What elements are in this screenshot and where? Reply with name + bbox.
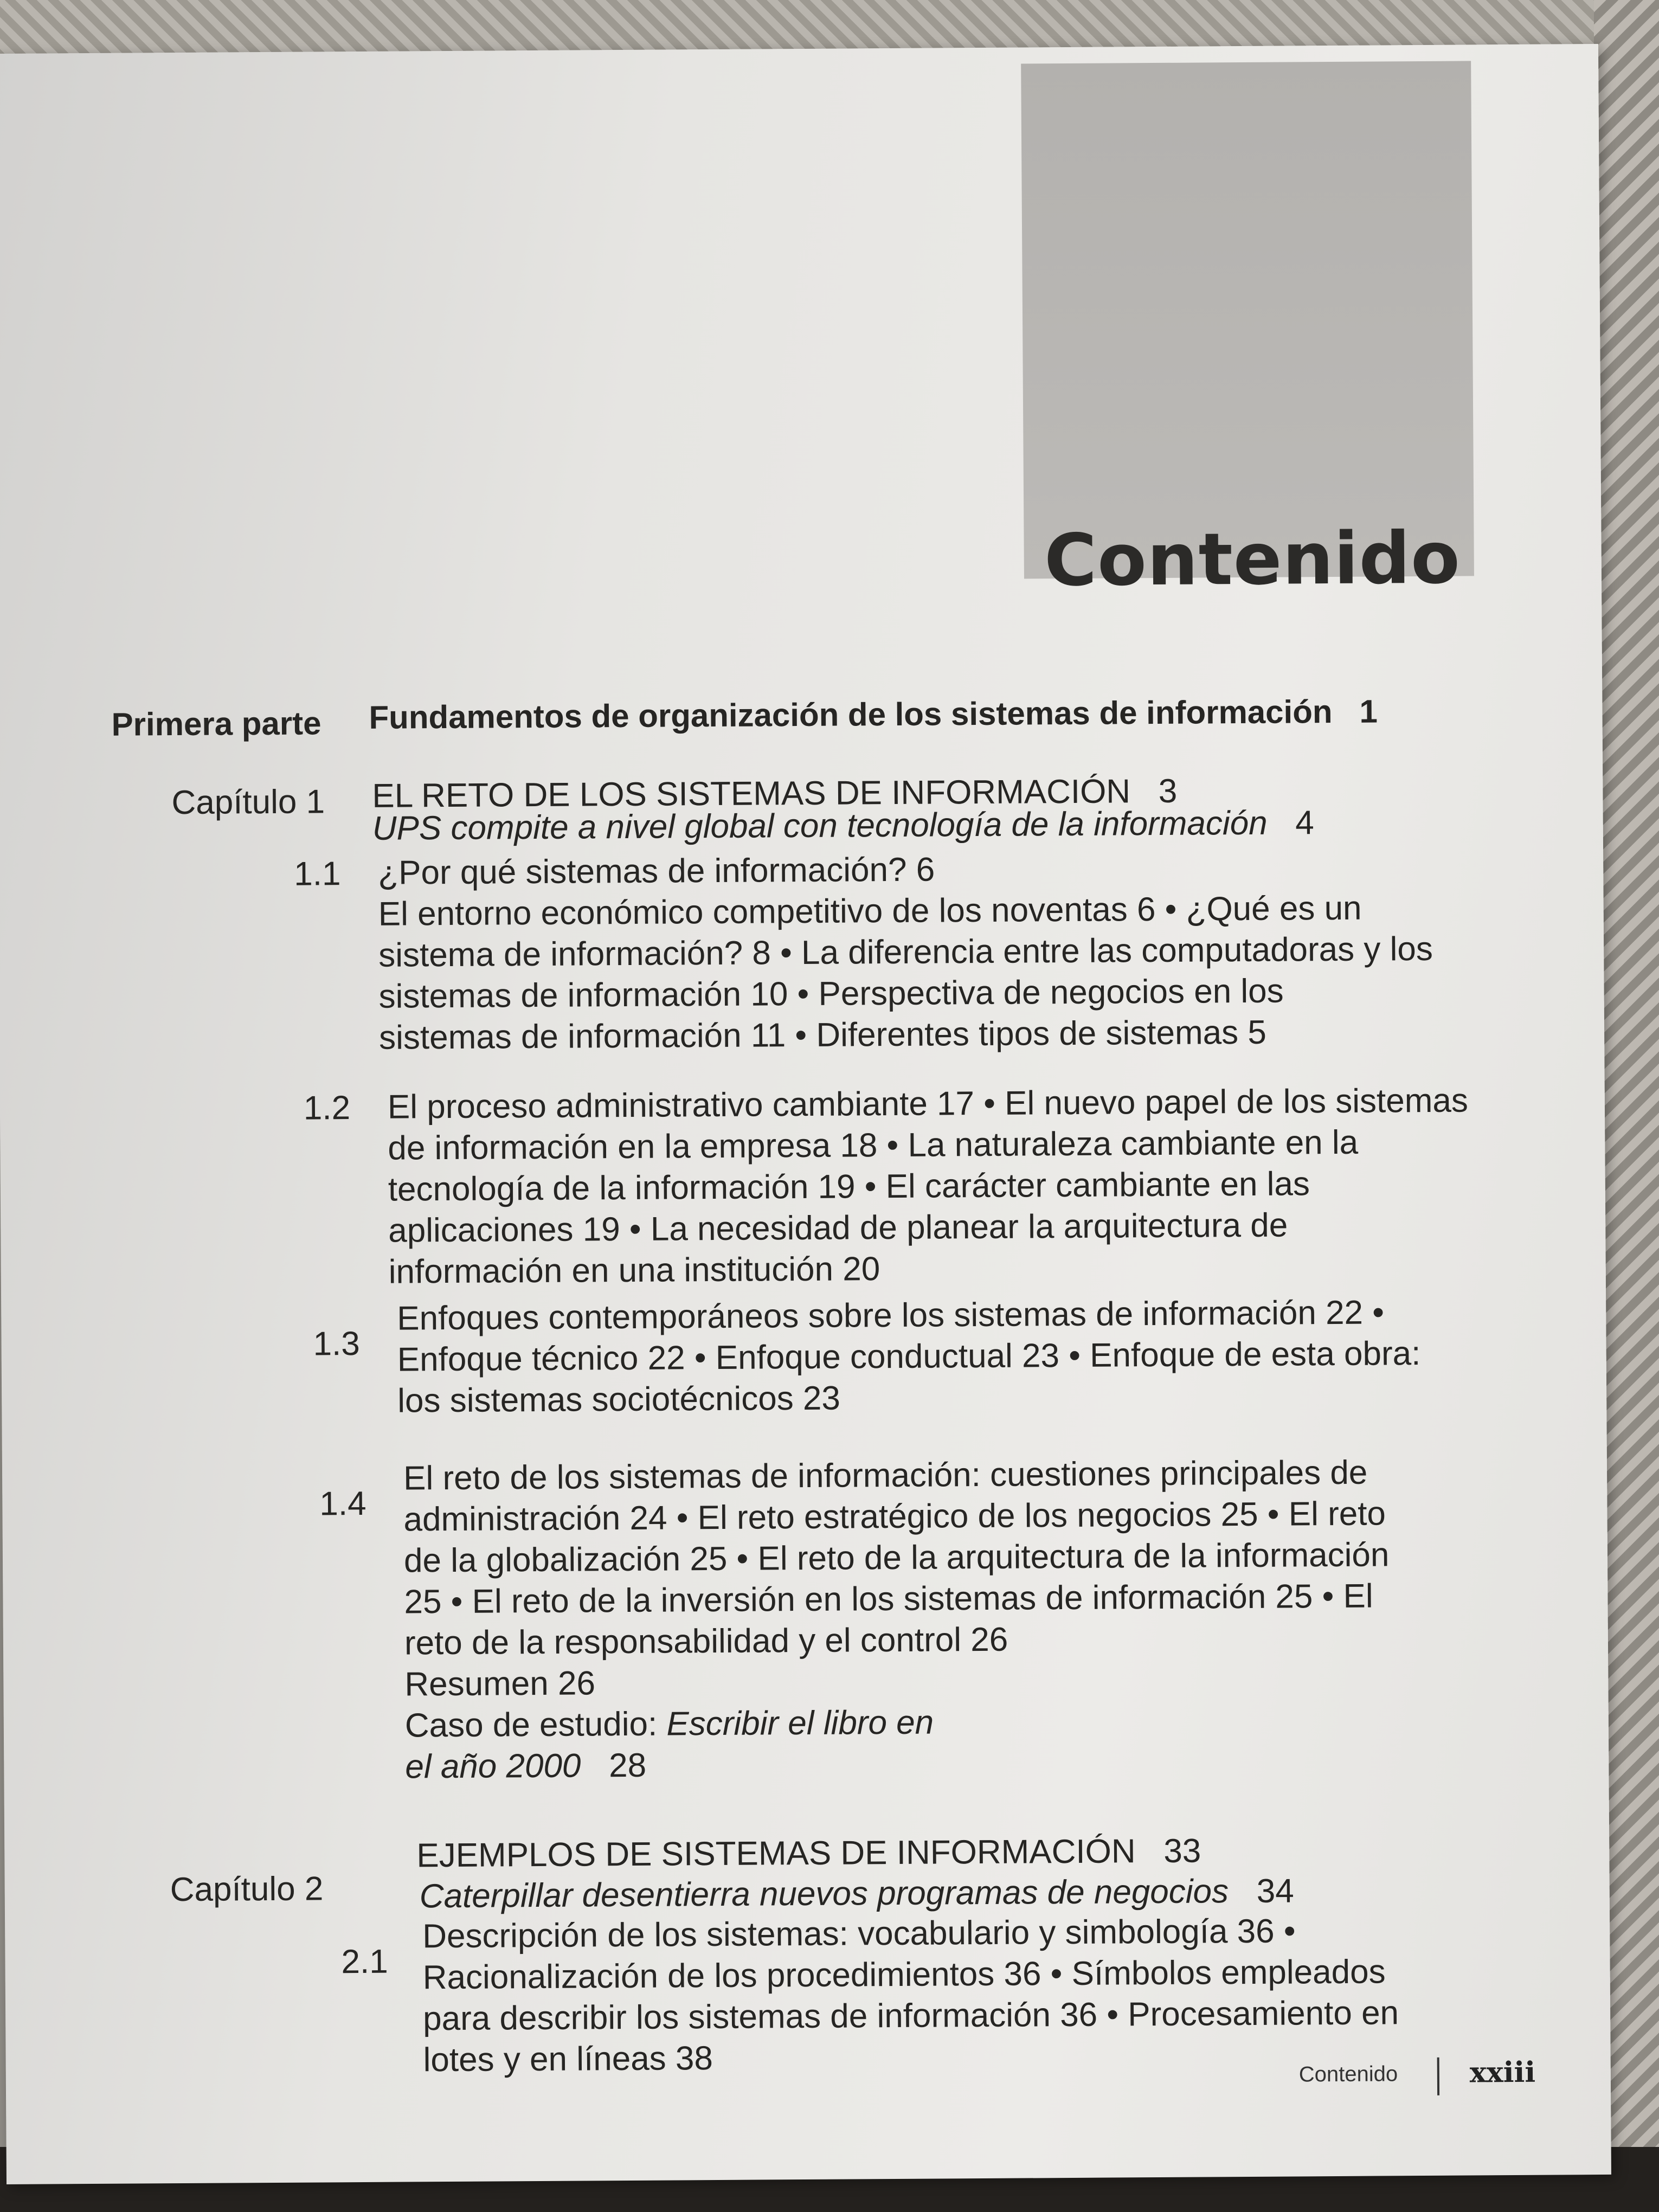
section-line: de información en la empresa 18 • La naturaleza cambiante en la (388, 1123, 1359, 1167)
section-line: los sistemas sociotécnicos 23 (397, 1379, 841, 1420)
section-number: 1.1 (294, 855, 341, 893)
page-title: Contenido (1044, 516, 1461, 603)
section-line: El proceso administrativo cambiante 17 • El nuevo papel de los sistemas (387, 1082, 1469, 1126)
section-line: Enfoque técnico 22 • Enfoque conductual 23 • Enfoque de esta obra: (397, 1335, 1421, 1379)
chapter1-case: UPS compite a nivel global con tecnología de la información 4 (372, 804, 1314, 847)
case-study: Caso de estudio: Escribir el libro en (404, 1703, 934, 1745)
case-study-cont: el año 2000 28 (405, 1746, 647, 1786)
section-line: tecnología de la información 19 • El carácter cambiante en las (388, 1165, 1310, 1208)
chapter2-case: Caterpillar desentierra nuevos programas de negocios 34 (419, 1872, 1294, 1915)
chapter2-title: EJEMPLOS DE SISTEMAS DE INFORMACIÓN 33 (416, 1832, 1201, 1875)
part-label: Primera parte (111, 705, 321, 743)
section-line: administración 24 • El reto estratégico de los negocios 25 • El reto (403, 1495, 1386, 1539)
section-line: para describir los sistemas de información 36 • Procesamiento en (422, 1994, 1399, 2038)
section-line: Descripción de los sistemas: vocabulario y simbología 36 • (422, 1912, 1296, 1956)
section-line: Enfoques contemporáneos sobre los sistemas de información 22 • (397, 1294, 1385, 1338)
page-number: xxiii (1469, 2055, 1536, 2089)
section-1-4 (403, 1452, 1391, 1787)
book-page (0, 44, 1611, 2184)
chapter1-label: Capítulo 1 (171, 783, 325, 822)
section-line: de la globalización 25 • El reto de la arquitectura de la información (403, 1536, 1390, 1580)
section-number: 2.1 (341, 1943, 388, 1981)
footer-label: Contenido (1298, 2062, 1398, 2087)
section-line: reto de la responsabilidad y el control 26 (404, 1621, 1008, 1662)
section-line: información en una institución 20 (388, 1250, 880, 1291)
summary: Resumen 26 (404, 1664, 596, 1703)
table-of-contents (0, 44, 1611, 2184)
section-line: sistemas de información 10 • Perspectiva de negocios en los (378, 972, 1284, 1015)
section-number: 1.3 (313, 1324, 360, 1363)
section-line: lotes y en líneas 38 (423, 2040, 713, 2079)
section-line: sistemas de información 11 • Diferentes tipos de sistemas 5 (378, 1013, 1267, 1057)
footer-divider (1437, 2057, 1439, 2095)
section-line: El entorno económico competitivo de los noventas 6 • ¿Qué es un (378, 889, 1362, 933)
section-line: 25 • El reto de la inversión en los sistemas de información 25 • El (404, 1577, 1373, 1621)
section-1-2 (388, 1080, 1469, 1293)
chapter1-title: EL RETO DE LOS SISTEMAS DE INFORMACIÓN 3 (372, 772, 1178, 815)
chapter2-label: Capítulo 2 (170, 1870, 324, 1909)
section-1-1 (378, 846, 1433, 1059)
part-title: Fundamentos de organización de los sistemas de información 1 (369, 693, 1378, 736)
section-number: 1.2 (303, 1089, 351, 1127)
section-line: ¿Por qué sistemas de información? 6 (378, 851, 935, 892)
section-number: 1.4 (319, 1484, 366, 1523)
section-line: aplicaciones 19 • La necesidad de planear la arquitectura de (388, 1206, 1288, 1250)
section-1-3 (397, 1292, 1421, 1422)
section-line: El reto de los sistemas de información: cuestiones principales de (403, 1454, 1368, 1497)
section-2-1 (422, 1910, 1399, 2081)
section-line: Racionalización de los procedimientos 36 • Símbolos empleados (422, 1953, 1386, 1997)
section-line: sistema de información? 8 • La diferencia entre las computadoras y los (378, 930, 1433, 974)
